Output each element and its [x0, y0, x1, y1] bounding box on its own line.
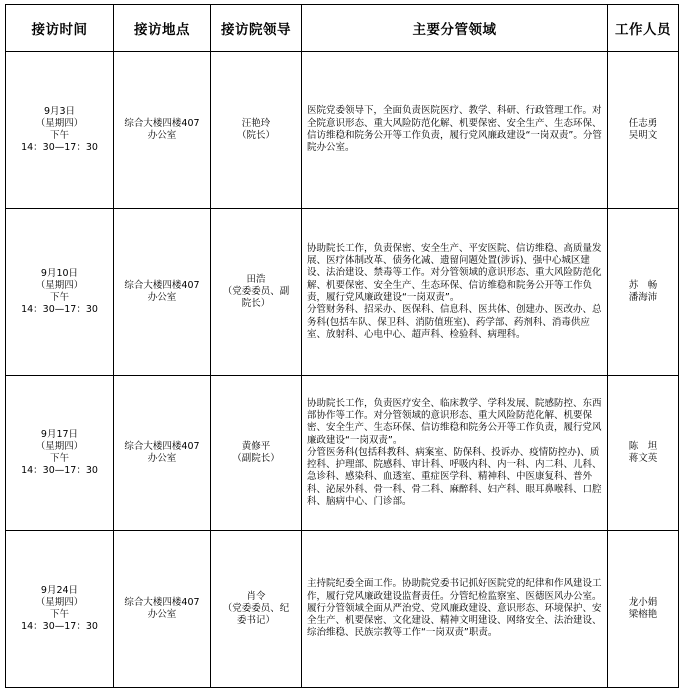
- table-row: [6, 531, 679, 688]
- staff-name: 龙小娟: [628, 597, 658, 608]
- table-row: [6, 376, 679, 531]
- time-cell: [6, 376, 114, 531]
- hours-text: 14：30—17：30: [21, 465, 98, 476]
- time-cell: [6, 209, 114, 376]
- table-header-row: [6, 5, 679, 52]
- period-text: 下午: [49, 130, 69, 141]
- staff-name: 任志勇: [628, 118, 658, 129]
- place-line: 综合大楼四楼407: [124, 280, 200, 291]
- place-line: 办公室: [147, 609, 177, 620]
- domain-cell: [302, 531, 608, 688]
- staff-name: 潘海沛: [628, 292, 658, 303]
- header-time: 接访时间: [6, 5, 114, 52]
- period-text: 下午: [49, 609, 69, 620]
- domain-cell: [302, 209, 608, 376]
- period-text: 下午: [49, 453, 69, 464]
- place-cell: [114, 52, 211, 209]
- header-leader: 接访院领导: [211, 5, 302, 52]
- weekday-text: （星期四）: [35, 280, 84, 291]
- domain-text: 协助院长工作，负责医疗安全、临床教学、学科发展、院感防控、东西部协作等工作。对分管领域的意识形态、重大风险防范化解、机要保密、安全生产、生态环保、信访维稳和院务公开等工作负责，履行党风廉政建设“一岗双责”。: [307, 397, 602, 446]
- weekday-text: （星期四）: [35, 597, 84, 608]
- staff-cell: [608, 376, 679, 531]
- place-cell: [114, 209, 211, 376]
- place-line: 办公室: [147, 453, 177, 464]
- leader-title: 委书记）: [236, 615, 275, 626]
- leader-cell: [211, 376, 302, 531]
- leader-name: 田浩: [246, 274, 266, 285]
- place-line: 综合大楼四楼407: [124, 441, 200, 452]
- staff-name: 苏 畅: [628, 280, 658, 291]
- leader-title: （党委委员、纪: [222, 603, 290, 614]
- table-row: [6, 209, 679, 376]
- place-line: 综合大楼四楼407: [124, 597, 200, 608]
- staff-name: 吴明文: [628, 130, 658, 141]
- place-line: 办公室: [147, 292, 177, 303]
- header-place: 接访地点: [114, 5, 211, 52]
- domain-text-departments: 分管医务科(包括科教科、病案室、防保科、投诉办、疫情防控办)、质控科、护理部、院感科、审计科、呼吸内科、内一科、内二科、儿科、急诊科、感染科、血透室、重症医学科、精神科、中医康复科、普外科、泌尿外科、骨一科、骨二科、麻醉科、妇产科、眼耳鼻喉科、口腔科、脑病中心、门诊部。: [307, 446, 602, 508]
- leader-title: 院长）: [241, 298, 271, 309]
- domain-text-departments: 分管财务科、招采办、医保科、信息科、医共体、创建办、医改办、总务科(包括车队、保卫科、消防值班室)、药学部、药剂科、消毒供应室、放射科、心电中心、超声科、检验科、病理科。: [307, 304, 602, 340]
- domain-cell: [302, 376, 608, 531]
- staff-cell: [608, 52, 679, 209]
- staff-name: 陈 坦: [628, 441, 658, 452]
- staff-name: 梁榕艳: [628, 609, 658, 620]
- leader-name: 肖令: [246, 591, 266, 602]
- domain-cell: [302, 52, 608, 209]
- date-text: 9月17日: [40, 429, 79, 440]
- leader-cell: [211, 531, 302, 688]
- date-text: 9月24日: [40, 585, 79, 596]
- staff-cell: [608, 531, 679, 688]
- place-line: 办公室: [147, 130, 177, 141]
- reception-schedule-table: [5, 4, 679, 688]
- weekday-text: （星期四）: [35, 441, 84, 452]
- leader-cell: [211, 209, 302, 376]
- staff-name: 蒋文英: [628, 453, 658, 464]
- weekday-text: （星期四）: [35, 118, 84, 129]
- domain-text: 协助院长工作，负责保密、安全生产、平安医院、信访维稳、高质量发展、医疗体制改革、债务化减、遗留问题处置(涉诉)、强中心城区建设、法治建设、禁毒等工作。对分管领域的意识形态、重大风险防范化解、机要保密、安全生产、生态环保、信访维稳和院务公开等工作负责，履行党风廉政建设“一岗双责”。: [307, 242, 602, 303]
- date-text: 9月3日: [43, 106, 76, 117]
- leader-title: （院长）: [236, 130, 275, 141]
- place-cell: [114, 376, 211, 531]
- time-cell: [6, 52, 114, 209]
- time-cell: [6, 531, 114, 688]
- table-row: [6, 52, 679, 209]
- domain-text: 医院党委领导下，全面负责医院医疗、教学、科研、行政管理工作。对全院意识形态、重大风险防范化解、机要保密、安全生产、生态环保、信访维稳和院务公开等工作负责，履行党风廉政建设“一岗双责”。分管院办公室。: [307, 105, 602, 154]
- header-staff: 工作人员: [608, 5, 679, 52]
- leader-cell: [211, 52, 302, 209]
- hours-text: 14：30—17：30: [21, 621, 98, 632]
- header-domain: 主要分管领域: [302, 5, 608, 52]
- domain-text: 主持院纪委全面工作。协助院党委书记抓好医院党的纪律和作风建设工作，履行党风廉政建设监督责任。分管纪检监察室、医德医风办公室。履行分管领域全面从严治党、党风廉政建设、意识形态、环境保护、安全生产、机要保密、文化建设、精神文明建设、网络安全、法治建设、综治维稳、民族宗教等工作“一岗双责”职责。: [307, 578, 602, 639]
- hours-text: 14：30—17：30: [21, 304, 98, 315]
- place-line: 综合大楼四楼407: [124, 118, 200, 129]
- period-text: 下午: [49, 292, 69, 303]
- date-text: 9月10日: [40, 268, 79, 279]
- leader-name: 黄修平: [241, 441, 271, 452]
- staff-cell: [608, 209, 679, 376]
- place-cell: [114, 531, 211, 688]
- leader-name: 汪艳玲: [241, 118, 271, 129]
- leader-title: （副院长）: [232, 453, 280, 464]
- hours-text: 14：30—17：30: [21, 142, 98, 153]
- leader-title: （党委委员、副: [222, 286, 290, 297]
